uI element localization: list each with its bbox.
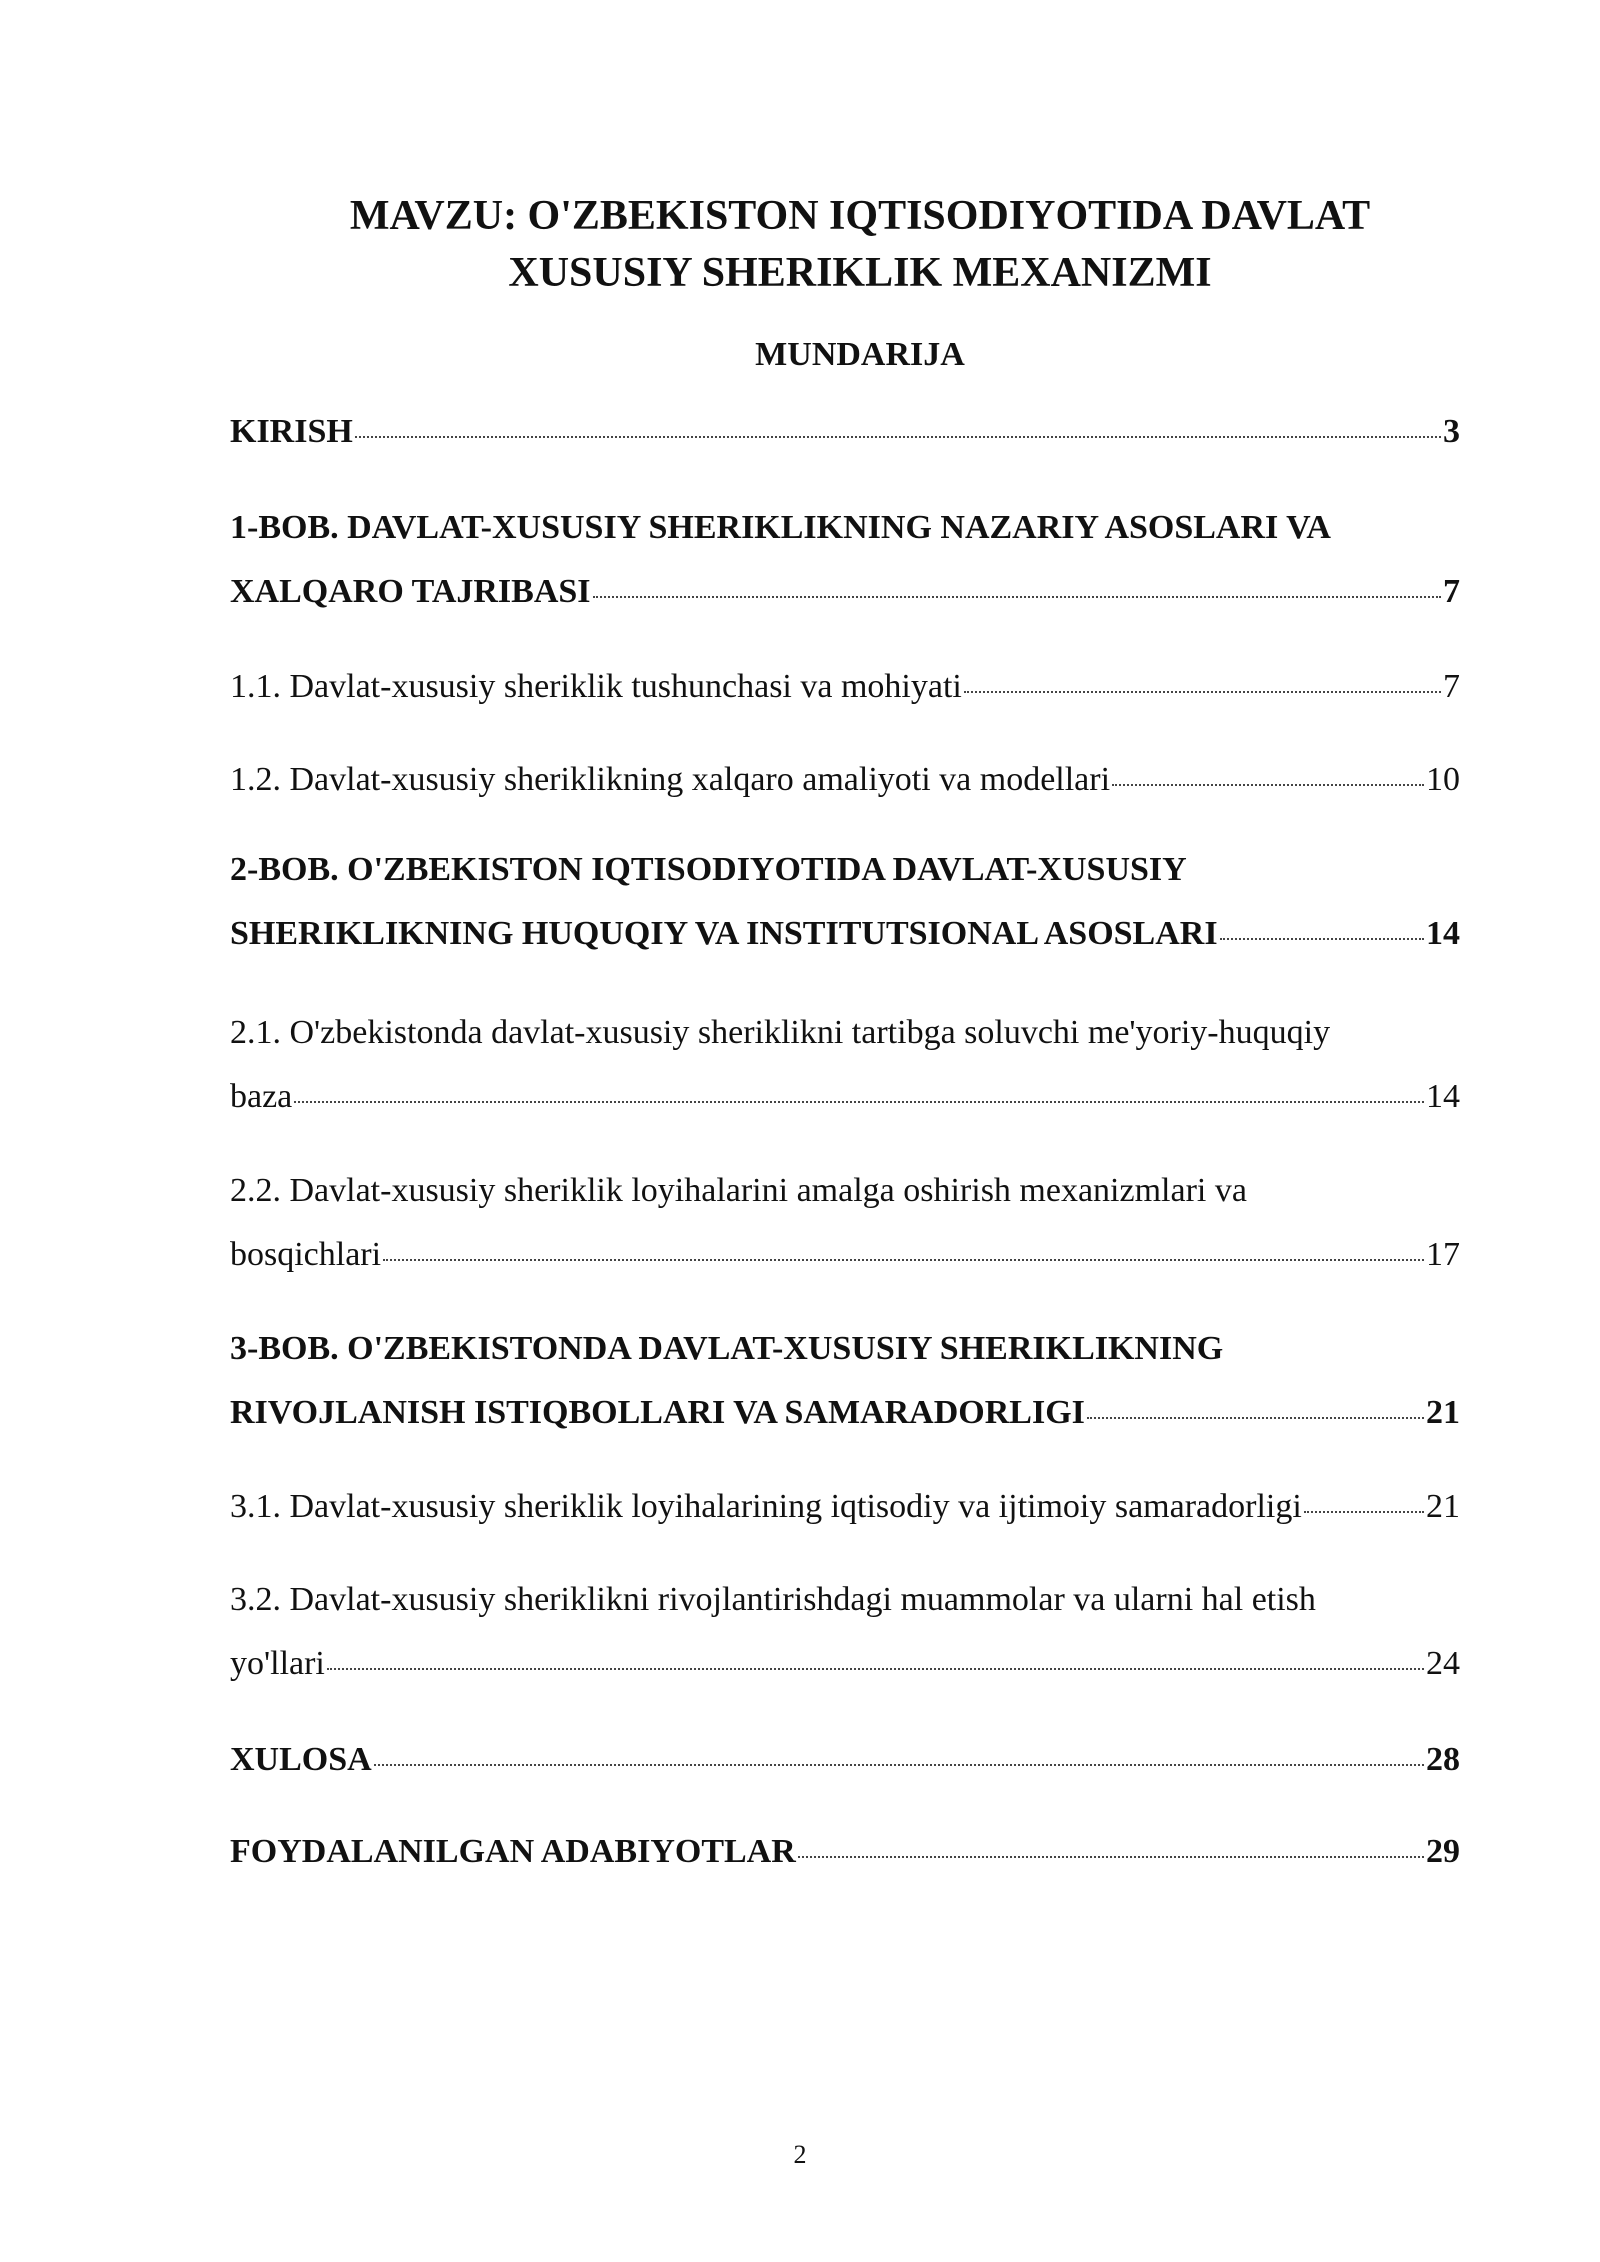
toc-entry-line [230,1065,1460,1129]
toc-entry-text: 2-BOB. O'ZBEKISTON IQTISODIYOTIDA DAVLAT-XUSUSIY [230,851,1187,888]
toc-page-number: 3 [1443,413,1460,450]
toc-entry-text: 1.1. Davlat-xususiy sheriklik tushunchasi va mohiyati [230,668,962,705]
toc-entry-text: 1.2. Davlat-xususiy sheriklikning xalqaro amaliyoti va modellari [230,761,1111,798]
toc-entry [230,1728,1460,1792]
dot-leader [798,1856,1424,1858]
toc-entry-line [230,1475,1460,1539]
toc-entry-text: KIRISH [230,413,353,450]
toc-entry-text: 3.1. Davlat-xususiy sheriklik loyihalarining iqtisodiy va ijtimoiy samaradorligi [230,1488,1302,1525]
page-number: 2 [793,2140,807,2169]
toc-entry-text: XALQARO TAJRIBASI [230,573,591,610]
toc-entry [230,496,1460,624]
dot-leader [327,1668,1424,1670]
toc-entry [230,1001,1460,1129]
toc-entry [230,655,1460,719]
toc-entry-text: SHERIKLIKNING HUQUQIY VA INSTITUTSIONAL ASOSLARI [230,915,1218,952]
toc-entry-text: FOYDALANILGAN ADABIYOTLAR [230,1833,796,1870]
dot-leader [1304,1511,1424,1513]
dot-leader [383,1259,1424,1261]
toc-page-number: 21 [1426,1488,1460,1525]
toc-entry-text: yo'llari [230,1645,325,1682]
document-title [230,188,1490,302]
toc-entry-line [230,496,1460,560]
toc-page-number: 10 [1426,761,1460,798]
toc-entry-line [230,655,1460,719]
toc-entry-line [230,1568,1460,1632]
toc-entry [230,1159,1460,1287]
toc-entry [230,400,1460,464]
toc-entry [230,748,1460,812]
toc-page-number: 21 [1426,1394,1460,1431]
toc-page-number: 17 [1426,1236,1460,1273]
toc-entry-text: RIVOJLANISH ISTIQBOLLARI VA SAMARADORLIGI [230,1394,1085,1431]
toc-entry-line [230,838,1460,902]
toc-entry [230,1475,1460,1539]
toc-entry [230,1820,1460,1884]
toc-page-number: 24 [1426,1645,1460,1682]
dot-leader [1087,1417,1424,1419]
toc-heading: MUNDARIJA [755,336,965,373]
toc-entry-text: 3-BOB. O'ZBEKISTONDA DAVLAT-XUSUSIY SHERIKLIKNING [230,1330,1224,1367]
dot-leader [964,691,1441,693]
toc-entry-line [230,1159,1460,1223]
toc-entry-line [230,400,1460,464]
dot-leader [593,596,1441,598]
title-line: XUSUSIY SHERIKLIK MEXANIZMI [508,250,1212,296]
toc-entry-line [230,1317,1460,1381]
toc-entry-line [230,1223,1460,1287]
toc-entry [230,1568,1460,1696]
toc-page-number: 7 [1443,573,1460,610]
title-line: MAVZU: O'ZBEKISTON IQTISODIYOTIDA DAVLAT [349,193,1371,239]
dot-leader [355,436,1441,438]
toc-page-number: 14 [1426,1078,1460,1115]
toc-entry-line [230,902,1460,966]
toc-page-number: 28 [1426,1741,1460,1778]
dot-leader [1220,938,1424,940]
toc-entry-line [230,748,1460,812]
dot-leader [294,1101,1424,1103]
toc-entry-text: baza [230,1078,293,1115]
dot-leader [374,1764,1424,1766]
toc-entry-line [230,1820,1460,1884]
toc-entry-text: bosqichlari [230,1236,382,1273]
toc-page-number: 14 [1426,915,1460,952]
toc-page-number: 7 [1443,668,1460,705]
toc-entry-text: XULOSA [230,1741,372,1778]
toc-entry-text: 3.2. Davlat-xususiy sheriklikni rivojlantirishdagi muammolar va ularni hal etish [230,1581,1316,1618]
toc-entry-text: 2.1. O'zbekistonda davlat-xususiy sheriklikni tartibga soluvchi me'yoriy-huquqiy [230,1014,1331,1051]
toc-entry-line [230,1728,1460,1792]
toc-entry-text: 1-BOB. DAVLAT-XUSUSIY SHERIKLIKNING NAZARIY ASOSLARI VA [230,509,1331,546]
toc-entry [230,838,1460,966]
toc-entry-line [230,560,1460,624]
toc-page-number: 29 [1426,1833,1460,1870]
dot-leader [1112,784,1424,786]
toc-entry-line [230,1001,1460,1065]
toc-entry-text: 2.2. Davlat-xususiy sheriklik loyihalarini amalga oshirish mexanizmlari va [230,1172,1247,1209]
toc-entry-line [230,1381,1460,1445]
toc-entry [230,1317,1460,1445]
toc-entry-line [230,1632,1460,1696]
